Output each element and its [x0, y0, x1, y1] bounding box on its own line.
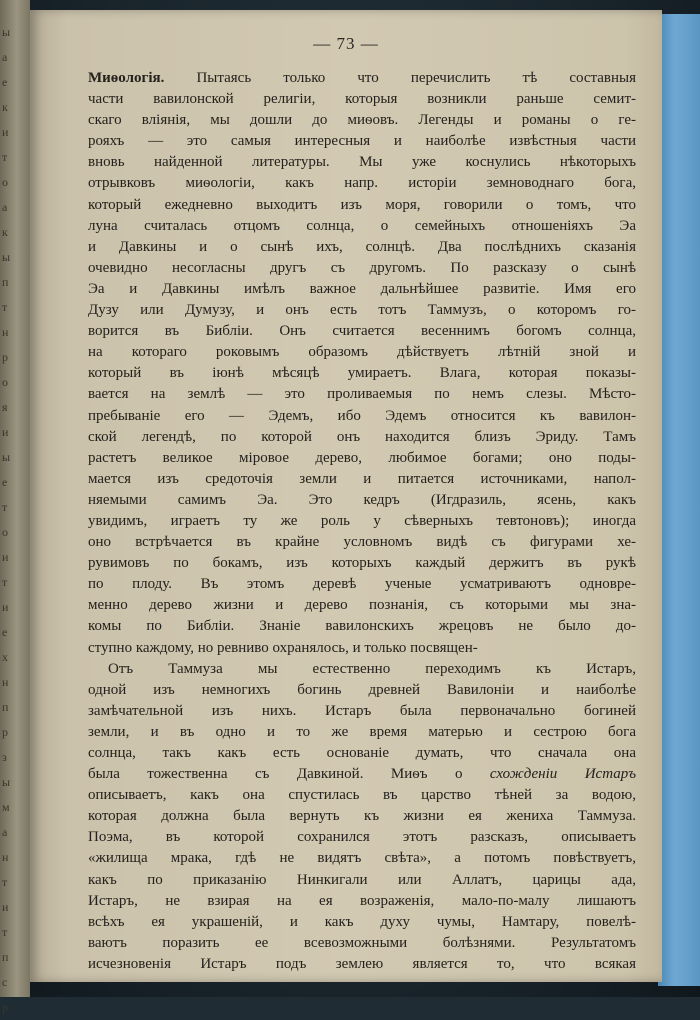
section-heading: Миѳологія.: [88, 70, 165, 86]
text-line: который ежедневно выходитъ изъ моря, говорили о томъ, что: [88, 196, 636, 213]
text-line: ступно каждому, но ревниво охранялось, и только посвящен-: [88, 639, 478, 656]
text-line: ской легендѣ, по которой онъ находится близъ Эриду. Тамъ: [88, 428, 636, 445]
text-line: всѣхъ ея украшеній, и какъ духу чумы, Намтару, повелѣ-: [88, 913, 636, 930]
text-line: вновь найденной литературы. Мы уже коснулись нѣкоторыхъ: [88, 154, 636, 171]
text-line: рояхъ — это самыя интересныя и наиболѣе извѣстныя части: [88, 133, 636, 150]
text-line: на котораго роковымъ образомъ дѣйствуетъ лѣтній зной и: [88, 344, 636, 361]
text-line: который въ іюнѣ мѣсяцѣ умираетъ. Влага, которая показы-: [88, 365, 636, 382]
text-line: пребываніе его — Эдемъ, ибо Эдемъ относится къ вавилон-: [88, 407, 636, 424]
text-line: рувимовъ по бокамъ, изъ которыхъ каждый держитъ въ рукѣ: [88, 555, 636, 572]
text-line: Эа и Давкины имѣлъ важное дальнѣйшее развитіе. Имя его: [88, 280, 636, 297]
page-number: — 73 —: [313, 34, 379, 53]
text-line: растетъ великое міровое дерево, любимое богами; оно поды-: [88, 449, 636, 466]
text-line: замѣчательной изъ нихъ. Истаръ была первоначально богиней: [88, 702, 636, 719]
text-line: комы по Библіи. Знаніе вавилонскихъ жрецовъ не было до-: [88, 618, 636, 635]
text-span: была тожественна съ Давкиной. Миѳъ о: [88, 766, 463, 783]
text-line: которая должна была вернуть къ жизни ея жениха Таммуза.: [88, 808, 636, 825]
text-line: исчезновенія Истаръ подъ землею является то, что всякая: [88, 955, 636, 972]
page-body-text: [88, 68, 636, 975]
text-line: няемыми самимъ Эа. Это кедръ (Игдразиль, ясень, какъ: [88, 491, 636, 508]
text-line: ваютъ поразить ее всевозможными болѣзнями. Результатомъ: [88, 934, 636, 951]
text-line: Истаръ, не взирая на ея возраженія, мало-по-малу лишаютъ: [88, 892, 636, 909]
text-line: луна считалась отцомъ солнца, о семейныхъ отношеніяхъ Эа: [88, 217, 636, 234]
text-line: части вавилонской религіи, которыя возникли раньше семит-: [88, 91, 636, 108]
text-line: какъ по приказанію Нинкигали или Аллатъ, царицы ада,: [88, 871, 636, 888]
text-line: очевидно несогласны другъ съ другомъ. По разсказу о сынѣ: [88, 259, 636, 276]
left-page-text-fragment: ы а е к и т о а к ы п т н р о я и ы е т о и т и е х н п р з ы м а н т и т п с р: [2, 25, 11, 1014]
text-line: и Давкины и о сынѣ ихъ, солнцѣ. Два послѣднихъ сказанія: [88, 238, 636, 255]
italic-title: схожденіи Истаръ: [489, 766, 637, 783]
text-span: Пытаясь только что перечислить тѣ составныя: [164, 70, 636, 86]
paragraph-istar: [88, 659, 636, 975]
book-page: [30, 10, 662, 982]
text-line: «жилища мрака, гдѣ не видятъ свѣта», а потомъ повѣствуетъ,: [88, 850, 636, 867]
text-line: скаго вліянія, мы дошли до миѳовъ. Легенды и романы о ге-: [88, 112, 636, 129]
text-line: по плоду. Въ этомъ деревѣ ученые усматриваютъ одновре-: [88, 576, 636, 593]
text-line: [88, 68, 636, 89]
text-line: увидимъ, играетъ ту же роль у сѣверныхъ тевтоновъ); иногда: [88, 512, 636, 529]
text-line: оно встрѣчается въ крайне условномъ видѣ съ фигурами хе-: [88, 534, 636, 551]
text-line: солнца, такъ какъ есть основаніе думать, что сначала она: [88, 745, 636, 761]
text-line: мается изъ средоточія земли и питается источниками, напол-: [88, 470, 636, 487]
text-line: вается на землѣ — это проливаемыя по немъ слезы. Мѣсто-: [88, 386, 636, 403]
text-line: отрывковъ миѳологіи, какъ напр. исторіи земноводнаго бога,: [88, 175, 636, 192]
text-line: менно дерево жизни и дерево познанія, съ которыми мы зна-: [88, 597, 636, 614]
paragraph-mythology: [88, 68, 636, 659]
text-line: Дузу или Думузу, и онъ есть тотъ Таммузъ, о которомъ го-: [88, 302, 636, 319]
text-line: ворится въ Библіи. Онъ считается весеннимъ богомъ солнца,: [88, 323, 636, 340]
text-line: одной изъ немногихъ богинь древней Вавилоніи и наиболѣе: [88, 681, 636, 698]
text-line: [88, 764, 636, 785]
text-line: Отъ Таммуза мы естественно переходимъ къ Истаръ,: [108, 660, 636, 677]
left-page-edge: [0, 0, 30, 1014]
text-line: Поэма, въ которой сохранился этотъ разсказъ, описываетъ: [88, 829, 636, 846]
text-line: описываетъ, какъ она спустилась въ царство тѣней за водою,: [88, 787, 636, 804]
text-line: земли, и въ одно и то же время матерью и сестрою бога: [88, 723, 636, 740]
book-cover-edge: [658, 14, 700, 986]
